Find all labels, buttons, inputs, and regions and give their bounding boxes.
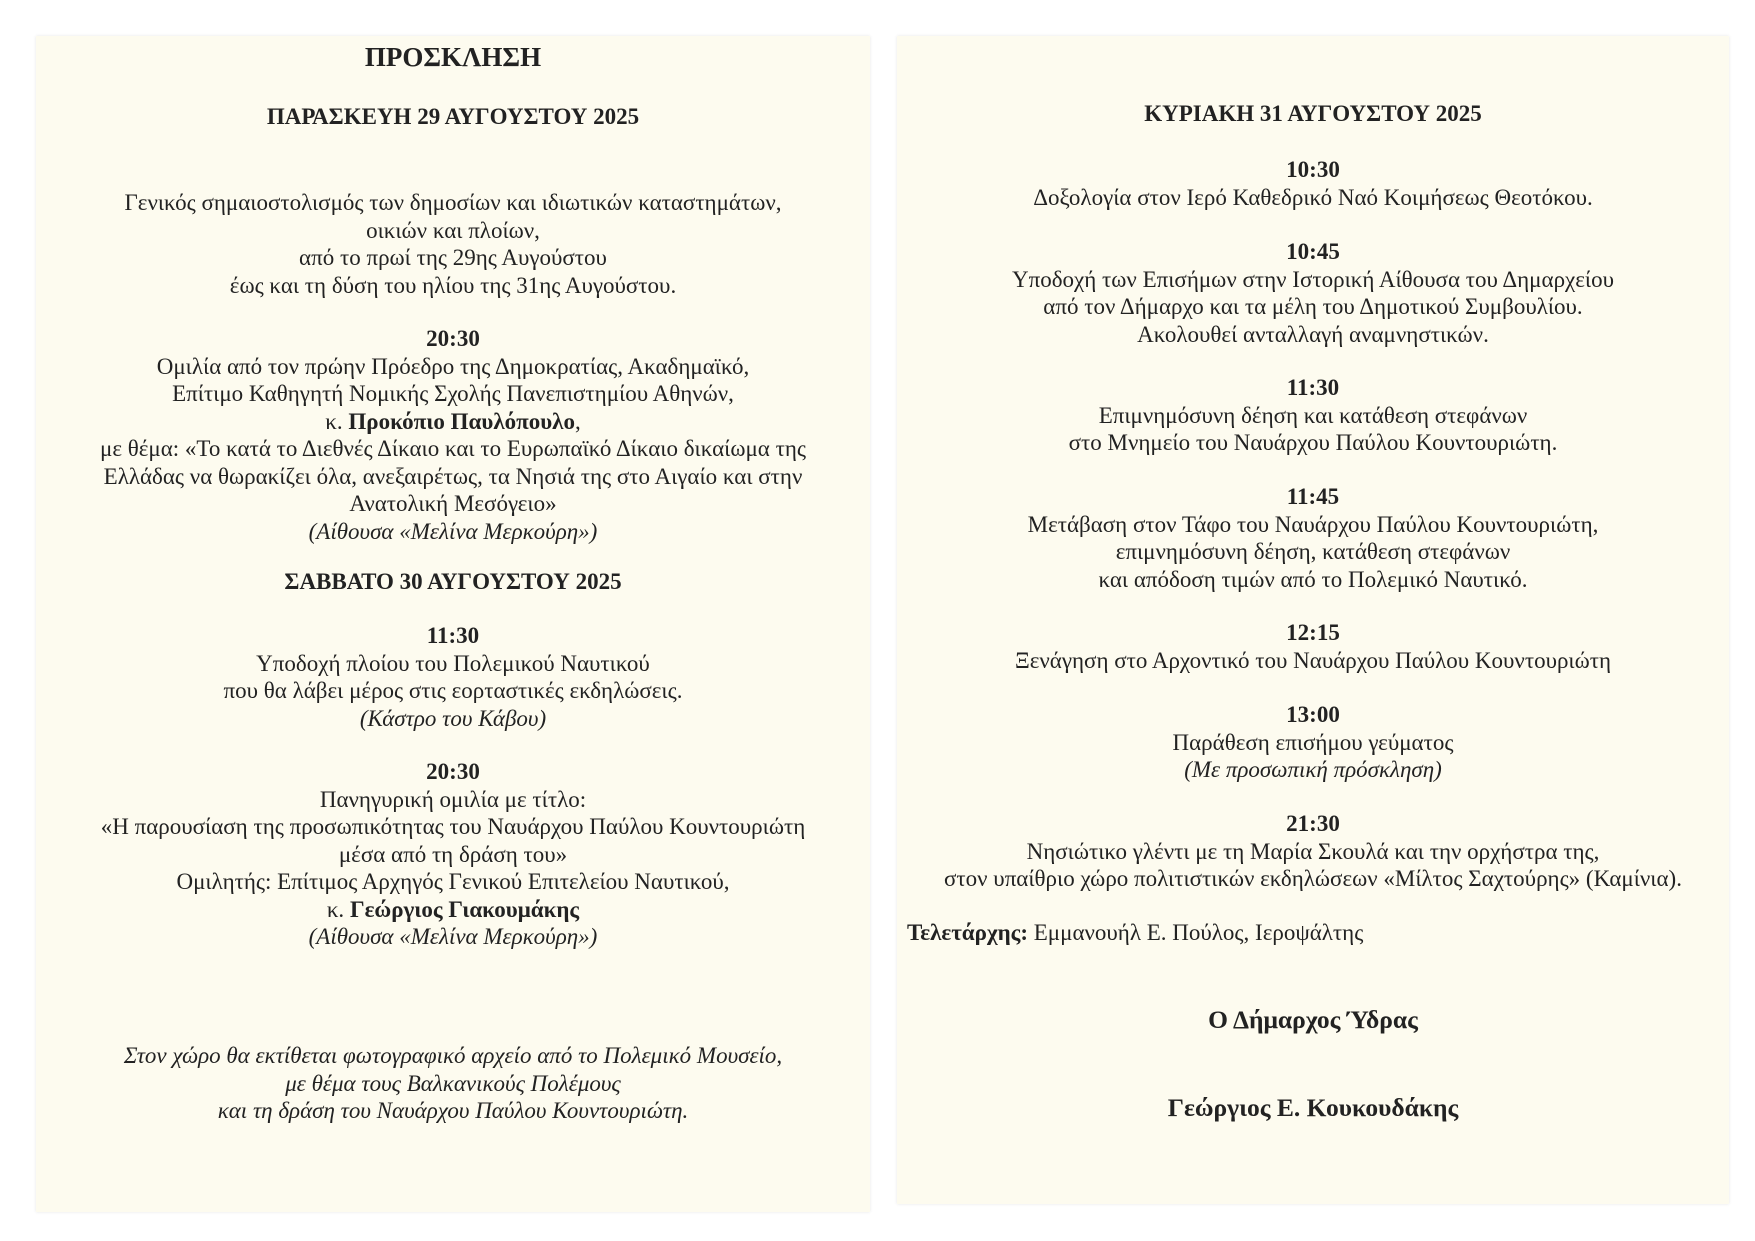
exhibition-line: με θέμα τους Βαλκανικούς Πολέμους xyxy=(285,1070,621,1096)
flag-text-line: οικιών και πλοίων, xyxy=(366,217,540,243)
saturday-speaker-line xyxy=(36,896,870,924)
invitation-right-page xyxy=(897,36,1729,1204)
speaker-name: Προκόπιο Παυλόπουλο xyxy=(348,408,575,434)
sunday-event-line: επιμνημόσυνη δέηση, κατάθεση στεφάνων xyxy=(1115,539,1511,564)
saturday-event2-venue: (Αίθουσα «Μελίνα Μερκούρη») xyxy=(308,924,598,949)
saturday-event2-line: Ομιλητής: Επίτιμος Αρχηγός Γενικού Επιτελείου Ναυτικού, xyxy=(176,869,730,894)
master-name: Εμμανουήλ Ε. Πούλος, Ιεροψάλτης xyxy=(1028,920,1364,945)
sunday-event-time: 12:15 xyxy=(1286,620,1340,645)
master-label: Τελετάρχης: xyxy=(907,920,1028,945)
sunday-event-note: (Με προσωπική πρόσκληση) xyxy=(1184,757,1442,782)
sunday-event-line: από τον Δήμαρχο και τα μέλη του Δημοτικού Συμβουλίου. xyxy=(1043,294,1583,319)
invitation-left-page xyxy=(36,36,870,1212)
sunday-event-line: Νησιώτικο γλέντι με τη Μαρία Σκουλά και την ορχήστρα της, xyxy=(1026,838,1600,864)
saturday-event1-time: 11:30 xyxy=(426,623,480,648)
saturday-event2-line: «Η παρουσίαση της προσωπικότητας του Ναυάρχου Παύλου Κουντουριώτη xyxy=(100,814,806,839)
friday-event-time: 20:30 xyxy=(426,326,480,351)
sunday-event-line: Ξενάγηση στο Αρχοντικό του Ναυάρχου Παύλου Κουντουριώτη xyxy=(1014,647,1612,673)
saturday-date-heading: ΣΑΒΒΑΤΟ 30 ΑΥΓΟΥΣΤΟΥ 2025 xyxy=(284,569,622,594)
sunday-event-line: Παράθεση επισήμου γεύματος xyxy=(1172,729,1454,755)
invitation-title: ΠΡΟΣΚΛΗΣΗ xyxy=(364,42,542,72)
topic-line: με θέμα: «Το κατά το Διεθνές Δίκαιο και το Ευρωπαϊκό Δίκαιο δικαίωμα της xyxy=(99,436,806,461)
speech-line: Ομιλία από τον πρώην Πρόεδρο της Δημοκρατίας, Ακαδημαϊκό, xyxy=(156,353,750,379)
saturday-event1-line: που θα λάβει μέρος στις εορταστικές εκδηλώσεις. xyxy=(223,678,683,703)
sunday-event-line: και απόδοση τιμών από το Πολεμικό Ναυτικό. xyxy=(1098,566,1528,592)
flag-text-line: από το πρωί της 29ης Αυγούστου xyxy=(299,245,607,270)
sunday-event-time: 11:30 xyxy=(1286,375,1340,400)
sunday-event-line: Υποδοχή των Επισήμων στην Ιστορική Αίθουσα του Δημαρχείου xyxy=(1012,266,1614,292)
speaker-line xyxy=(36,408,870,436)
sunday-event-time: 10:30 xyxy=(1286,157,1340,182)
saturday-event1-venue: (Κάστρο του Κάβου) xyxy=(359,705,547,731)
saturday-event1-line: Υποδοχή πλοίου του Πολεμικού Ναυτικού xyxy=(256,650,650,676)
flag-text-line: έως και τη δύση του ηλίου της 31ης Αυγούστου. xyxy=(229,272,677,298)
speaker-suffix: , xyxy=(574,408,581,434)
flag-text-line: Γενικός σημαιοστολισμός των δημοσίων και ιδιωτικών καταστημάτων, xyxy=(124,190,782,215)
friday-venue: (Αίθουσα «Μελίνα Μερκούρη») xyxy=(308,518,598,544)
topic-line: Ανατολική Μεσόγειο» xyxy=(349,491,557,516)
sunday-event-time: 10:45 xyxy=(1286,239,1340,264)
exhibition-line: και τη δράση του Ναυάρχου Παύλου Κουντουριώτη. xyxy=(217,1098,689,1123)
sunday-event-time: 11:45 xyxy=(1286,484,1340,509)
sunday-event-line: Ακολουθεί ανταλλαγή αναμνηστικών. xyxy=(1137,321,1489,347)
sunday-event-line: Μετάβαση στον Τάφο του Ναυάρχου Παύλου Κουντουριώτη, xyxy=(1027,511,1599,537)
saturday-event2-line: μέσα από τη δράση του» xyxy=(338,841,568,867)
sunday-event-line: Επιμνημόσυνη δέηση και κατάθεση στεφάνων xyxy=(1098,402,1528,428)
speech-line: Επίτιμο Καθηγητή Νομικής Σχολής Πανεπιστημίου Αθηνών, xyxy=(172,381,734,406)
saturday-speaker-name: Γεώργιος Γιακουμάκης xyxy=(349,896,580,922)
topic-line: Ελλάδας να θωρακίζει όλα, ανεξαιρέτως, τα Νησιά της στο Αιγαίο και στην xyxy=(103,463,803,489)
saturday-event2-line: Πανηγυρική ομιλία με τίτλο: xyxy=(319,786,587,812)
saturday-speaker-prefix: κ. xyxy=(326,896,350,922)
sunday-event-time: 13:00 xyxy=(1286,702,1340,727)
sunday-date-heading: ΚΥΡΙΑΚΗ 31 ΑΥΓΟΥΣΤΟΥ 2025 xyxy=(1144,101,1482,126)
sunday-event-line: Δοξολογία στον Ιερό Καθεδρικό Ναό Κοιμήσεως Θεοτόκου. xyxy=(1033,184,1593,210)
saturday-event2-time: 20:30 xyxy=(426,759,480,784)
sunday-event-time: 21:30 xyxy=(1286,811,1340,836)
exhibition-line: Στον χώρο θα εκτίθεται φωτογραφικό αρχείο από το Πολεμικό Μουσείο, xyxy=(123,1043,783,1068)
speaker-prefix: κ. xyxy=(325,408,349,434)
master-of-ceremonies xyxy=(907,919,1729,947)
friday-date-heading: ΠΑΡΑΣΚΕΥΗ 29 ΑΥΓΟΥΣΤΟΥ 2025 xyxy=(266,104,640,129)
sunday-event-line: στον υπαίθριο χώρο πολιτιστικών εκδηλώσεων «Μίλτος Σαχτούρης» (Καμίνια). xyxy=(944,866,1682,891)
signature-name: Γεώργιος Ε. Κουκουδάκης xyxy=(1167,1093,1459,1122)
sunday-event-line: στο Μνημείο του Ναυάρχου Παύλου Κουντουριώτη. xyxy=(1068,430,1558,455)
signature-title: Ο Δήμαρχος Ύδρας xyxy=(1208,1005,1418,1034)
